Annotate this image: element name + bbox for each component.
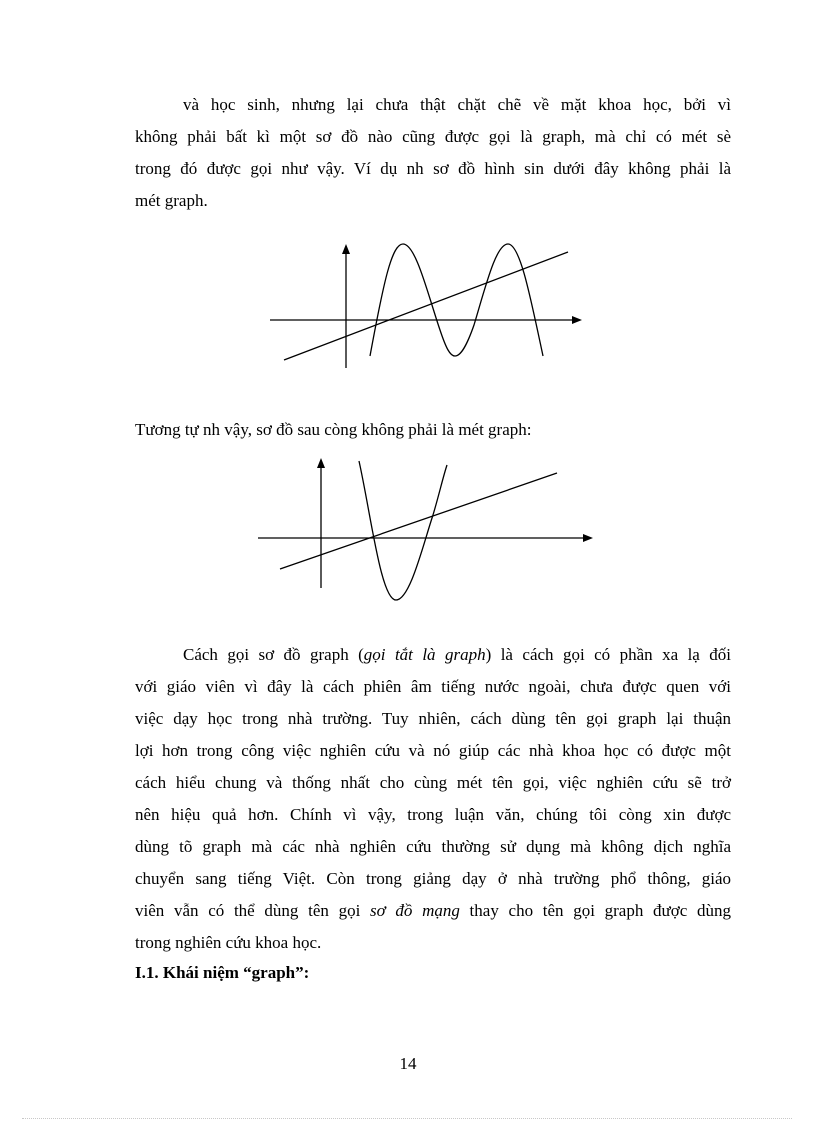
text-line: không phải bất kì một sơ đồ nào cũng được gọi là graph, mà chỉ có mét sè (135, 127, 731, 146)
text-line: việc dạy học trong nhà trường. Tuy nhiên, cách dùng tên gọi graph lại thuận (135, 709, 731, 728)
sine-curve-figure (260, 240, 590, 375)
paragraph-third (135, 639, 731, 959)
italic-text: sơ đồ mạng (370, 901, 460, 920)
text-line (135, 895, 731, 927)
page-number: 14 (399, 1054, 417, 1073)
text-run: thay cho tên gọi graph được dùng (459, 901, 731, 920)
text-run: ) là cách gọi có phần xa lạ đối (485, 645, 731, 664)
footer-divider (22, 1118, 792, 1119)
y-axis-arrow-icon (317, 458, 325, 468)
text-line: lợi hơn trong công việc nghiên cứu và nó giúp các nhà khoa học có được một (135, 741, 731, 760)
text-run: viên vẫn có thể dùng tên gọi (135, 901, 370, 920)
paragraph-second (135, 414, 731, 446)
section-heading: I.1. Khái niệm “graph”: (135, 963, 310, 982)
text-run: Cách gọi sơ đồ graph ( (183, 645, 364, 664)
text-line: với giáo viên vì đây là cách phiên âm tiếng nước ngoài, chưa được quen với (135, 677, 731, 696)
text-line: trong đó được gọi như vậy. Ví dụ nh sơ đồ hình sin dưới đây không phải là (135, 159, 731, 178)
text-line: chuyển sang tiếng Việt. Còn trong giảng dạy ở nhà trường phổ thông, giáo (135, 869, 731, 888)
text-line (135, 639, 731, 671)
x-axis-arrow-icon (583, 534, 593, 542)
text-line: Tương tự nh vậy, sơ đồ sau còng không phải là mét graph: (135, 420, 532, 439)
text-line: dùng tõ graph mà các nhà nghiên cứu thường sử dụng mà không dịch nghĩa (135, 837, 731, 856)
text-line: trong nghiên cứu khoa học. (135, 933, 322, 952)
text-line: và học sinh, nhưng lại chưa thật chặt chẽ về mặt khoa học, bởi vì (183, 95, 731, 114)
italic-text: gọi tắt là graph (363, 645, 486, 664)
parabola-figure (255, 455, 600, 605)
y-axis-arrow-icon (342, 244, 350, 254)
x-axis-arrow-icon (572, 316, 582, 324)
text-line: cách hiểu chung và thống nhất cho cùng mét tên gọi, việc nghiên cứu sẽ trở (135, 773, 731, 792)
text-line: nên hiệu quả hơn. Chính vì vậy, trong luận văn, chúng tôi còng xin được (135, 805, 731, 824)
text-line: mét graph. (135, 191, 208, 210)
sine-curve (370, 244, 543, 356)
parabola-curve (359, 461, 447, 600)
straight-line (284, 252, 568, 360)
paragraph-intro (135, 89, 731, 217)
